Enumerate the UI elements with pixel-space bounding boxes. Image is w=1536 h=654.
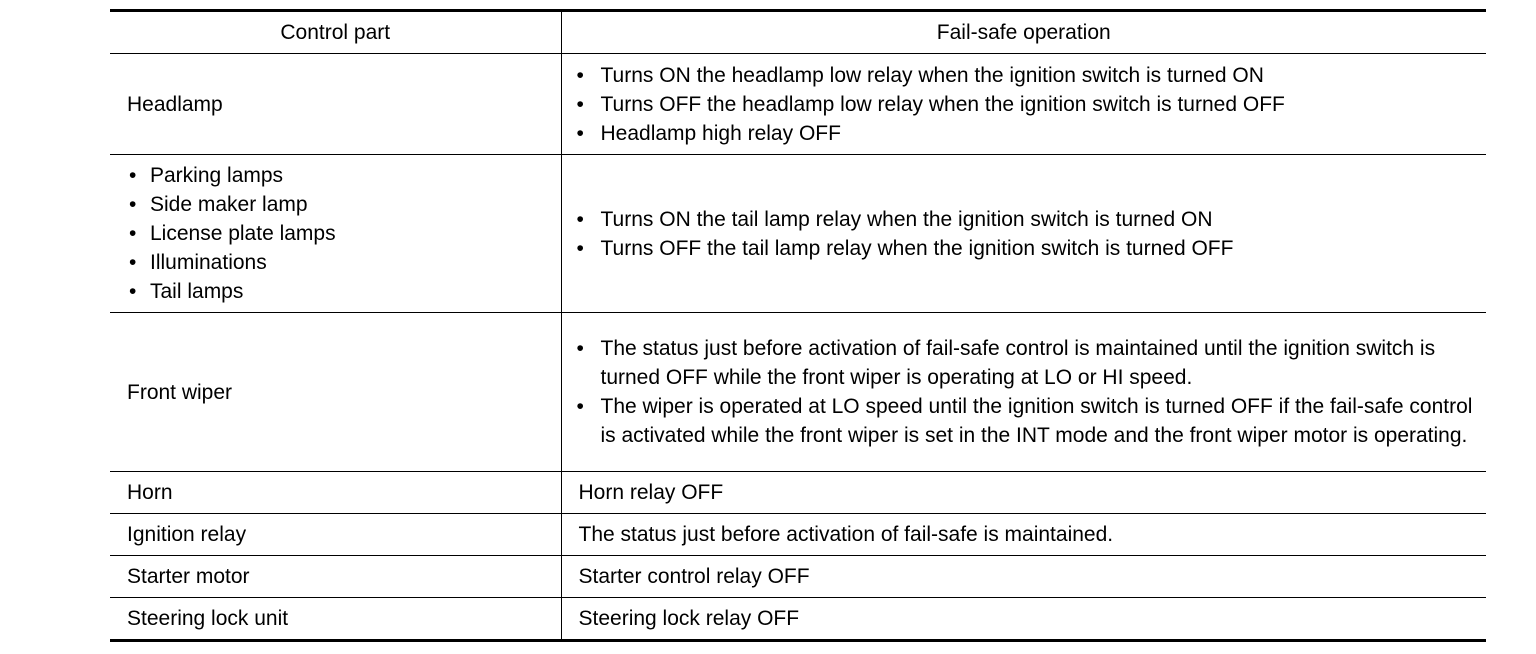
operation-list	[579, 334, 1475, 450]
operation-cell: Steering lock relay OFF	[561, 598, 1486, 641]
operation-cell: The status just before activation of fail-safe is maintained.	[561, 514, 1486, 556]
operation-cell: Horn relay OFF	[561, 472, 1486, 514]
operation-list	[579, 205, 1475, 263]
header-row	[110, 11, 1486, 54]
control-part-item: • Tail lamps	[127, 277, 549, 306]
table-row-headlamp	[110, 54, 1486, 155]
operation-item: • Turns ON the tail lamp relay when the ignition switch is turned ON	[579, 205, 1475, 234]
operation-cell: Starter control relay OFF	[561, 556, 1486, 598]
operation-item: • Turns ON the headlamp low relay when the ignition switch is turned ON	[579, 61, 1475, 90]
operation-item: • The wiper is operated at LO speed until the ignition switch is turned OFF if the fail-safe control is activated while the front wiper is set in the INT mode and the front wiper motor is operating.	[579, 392, 1475, 450]
control-part-cell: Ignition relay	[110, 514, 561, 556]
control-part-item: • Parking lamps	[127, 161, 549, 190]
table-row-tail-lamps	[110, 155, 1486, 313]
control-part-item: • License plate lamps	[127, 219, 549, 248]
control-part-cell: Horn	[110, 472, 561, 514]
table-body	[110, 54, 1486, 641]
control-part-cell: Front wiper	[110, 313, 561, 472]
table-row-front-wiper	[110, 313, 1486, 472]
operation-cell	[561, 54, 1486, 155]
control-part-item: • Side maker lamp	[127, 190, 549, 219]
operation-cell	[561, 313, 1486, 472]
failsafe-table	[110, 9, 1486, 642]
table-header	[110, 11, 1486, 54]
control-part-cell	[110, 155, 561, 313]
control-part-cell: Starter motor	[110, 556, 561, 598]
operation-item: • Headlamp high relay OFF	[579, 119, 1475, 148]
header-failsafe-operation: Fail-safe operation	[561, 11, 1486, 54]
control-part-cell: Steering lock unit	[110, 598, 561, 641]
operation-cell	[561, 155, 1486, 313]
table-row-ignition-relay	[110, 514, 1486, 556]
operation-item: • Turns OFF the tail lamp relay when the ignition switch is turned OFF	[579, 234, 1475, 263]
control-part-list	[127, 161, 549, 306]
operation-item: • Turns OFF the headlamp low relay when the ignition switch is turned OFF	[579, 90, 1475, 119]
control-part-cell: Headlamp	[110, 54, 561, 155]
table-row-steering-lock-unit	[110, 598, 1486, 641]
table-row-starter-motor	[110, 556, 1486, 598]
operation-list	[579, 61, 1475, 148]
header-control-part: Control part	[110, 11, 561, 54]
table-row-horn	[110, 472, 1486, 514]
control-part-item: • Illuminations	[127, 248, 549, 277]
operation-item: • The status just before activation of fail-safe control is maintained until the ignition switch is turned OFF while the front wiper is operating at LO or HI speed.	[579, 334, 1475, 392]
